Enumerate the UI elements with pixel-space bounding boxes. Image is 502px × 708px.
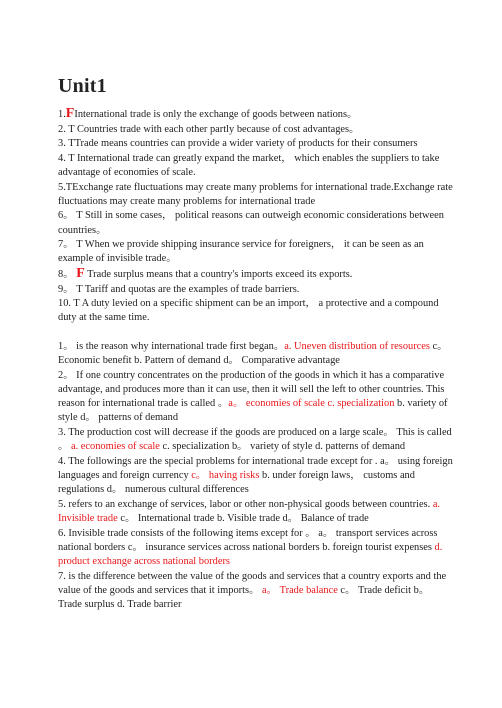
tf-item-9: 9。 T Tariff and quotas are the examples of trade barriers. bbox=[58, 283, 300, 295]
tf-item-6: 6。 T Still in some cases， political reasons can outweigh economic considerations between countries。 bbox=[58, 210, 444, 236]
tf-item-3: 3. TTrade means countries can provide a wider variety of products for their consumers bbox=[58, 138, 418, 150]
mc-item-4: 4. The followings are the special problems for international trade except for . a。 using foreign languages and foreign currency c。 having risks b. under foreign laws， customs and regulations d。 numerous cultural differences bbox=[58, 455, 453, 496]
mc-item-3: 3. The production cost will decrease if the goods are produced on a large scale。 This is called 。 a. economies of scale c. specialization b。 variety of style d. patterns of demand bbox=[58, 426, 452, 453]
tf-item-4: 4. T International trade can greatly expand the market， which enables the suppliers to take advantage of economies of scale. bbox=[58, 152, 440, 178]
tf-item-5: 5.TExchange rate fluctuations may create many problems for international trade.Exchange rate fluctuations may create many problems for international trade bbox=[58, 181, 453, 207]
tf-item-2: 2. T Countries trade with each other partly because of cost advantages。 bbox=[58, 123, 360, 135]
tf-item-1: 1.FInternational trade is only the exchange of goods between nations。 bbox=[58, 106, 358, 121]
page-title: Unit1 bbox=[58, 75, 107, 97]
multiple-choice-section bbox=[58, 340, 454, 612]
mc-item-5: 5. refers to an exchange of services, labor or other non-physical goods between countries. a. Invisible trade c。 International trade b. Visible trade d。 Balance of trade bbox=[58, 498, 441, 524]
tf-item-10: 10. T A duty levied on a specific shipment can be an import， a protective and a compound duty at the same time. bbox=[58, 298, 439, 324]
section-spacer bbox=[58, 326, 454, 340]
mc-item-7: 7. is the difference between the value of the goods and services that a country exports and the value of the goods and services that it imports。 a。 Trade balance c。 Trade deficit b。 Trade surplus d. Trade barrier bbox=[58, 570, 447, 610]
mc-item-6: 6. Invisible trade consists of the following items except for 。 a。 transport services across national borders c。 insurance services across national borders b. foreign tourist expenses d. product exchange across national borders bbox=[58, 527, 443, 567]
tf-item-8: 8。 F Trade surplus means that a country's imports exceed its exports. bbox=[58, 265, 353, 281]
mc-item-1: 1。 is the reason why international trade first began。a. Uneven distribution of resources c。 Economic benefit b. Pattern of demand d。 Comparative advantage bbox=[58, 340, 448, 367]
true-false-section bbox=[58, 107, 454, 326]
tf-item-7: 7。 T When we provide shipping insurance service for foreigners， it can be seen as an example of invisible trade。 bbox=[58, 239, 424, 265]
mc-item-2: 2。 If one country concentrates on the production of the goods in which it has a comparative advantage, and produces more than it can use, then it will sell the left to other countries. This reason for international trade is called 。a。 economies of scale c. specialization b. variety of style d。 patterns of demand bbox=[58, 369, 448, 424]
